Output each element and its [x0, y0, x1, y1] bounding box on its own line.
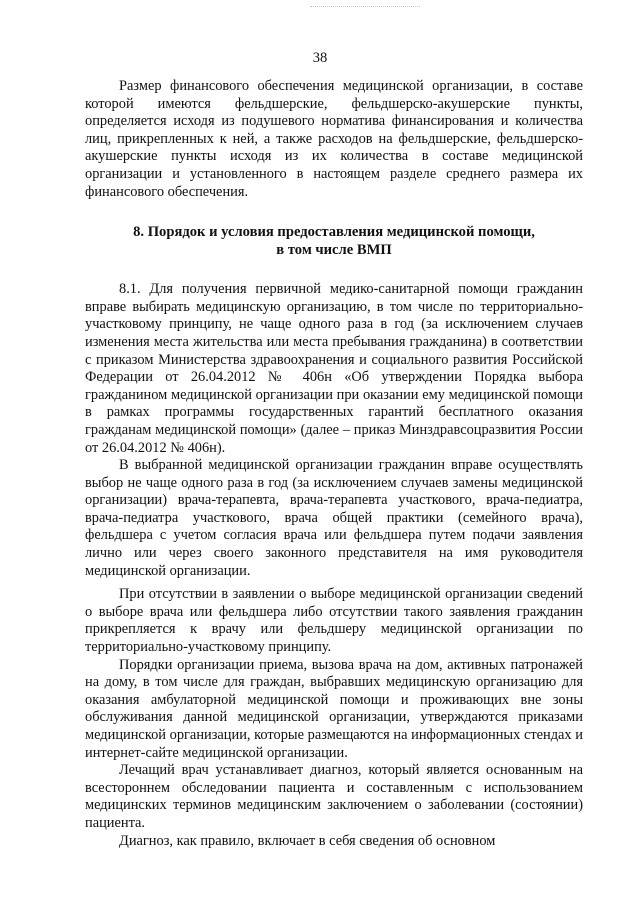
page-number: 38 — [312, 50, 328, 66]
section-heading-line-1: 8. Порядок и условия предоставления медицинской помощи, — [133, 224, 535, 241]
paragraph-choice-of-doctor: В выбранной медицинской организации гражданин вправе осуществлять выбор не чаще одного раза в год (за исключением случаев замены медицинской организации) врача-терапевта, врача-терапевта участкового, врача-педиатра, врача-педиатра участкового, врача общей практики (семейного врача), фельдшера с учетом согласия врача или фельдшера путем подачи заявления лично или через своего законного представителя на имя руководителя медицинской организации. — [85, 457, 583, 579]
document-body — [85, 78, 583, 850]
section-heading-line-2: в том числе ВМП — [276, 242, 392, 259]
paragraph-no-choice: При отсутствии в заявлении о выборе медицинской организации сведений о выборе врача или фельдшера либо отсутствии такого заявления гражданин прикрепляется к врачу или фельдшеру медицинской организации по территориально-участковому принципу. — [85, 586, 583, 656]
paragraph-order-of-reception: Порядки организации приема, вызова врача на дом, активных патронажей на дому, в том числе для граждан, выбравших медицинскую организацию для оказания амбулаторной медицинской помощи и проживающих вне зоны обслуживания данной медицинской организации, утверждаются приказами медицинской организации, которые размещаются на информационных стендах и интернет-сайте медицинской организации. — [85, 656, 583, 761]
intro-paragraph: Размер финансового обеспечения медицинской организации, в составе которой имеются фельдшерские, фельдшерско-акушерские пункты, определяется исходя из подушевого норматива финансирования и количества лиц, прикрепленных к ней, а также расходов на фельдшерские, фельдшерско-акушерские пункты исходя из их количества в составе медицинской организации и установленного в настоящем разделе среднего размера их финансового обеспечения. — [85, 78, 583, 200]
section-heading — [85, 223, 583, 259]
paragraph-8-1: 8.1. Для получения первичной медико-санитарной помощи гражданин вправе выбирать медицинскую организацию, в том числе по территориально-участковому принципу, не чаще одного раза в год (за исключением случаев изменения места жительства или места пребывания гражданина) в соответствии с приказом Министерства здравоохранения и социального развития Российской Федерации от 26.04.2012 № 406н «Об утверждении Порядка выбора гражданином медицинской организации при оказании ему медицинской помощи в рамках программы государственных гарантий бесплатного оказания гражданам медицинской помощи» (далее – приказ Минздравсоцразвития России от 26.04.2012 № 406н). — [85, 281, 583, 456]
scan-artifact — [310, 6, 420, 11]
paragraph-diagnosis-content: Диагноз, как правило, включает в себя сведения об основном — [119, 832, 496, 849]
paragraph-diagnosis: Лечащий врач устанавливает диагноз, который является основанным на всестороннем обследовании пациента и составленным с использованием медицинских терминов медицинским заключением о заболевании (состоянии) пациента. — [85, 762, 583, 831]
